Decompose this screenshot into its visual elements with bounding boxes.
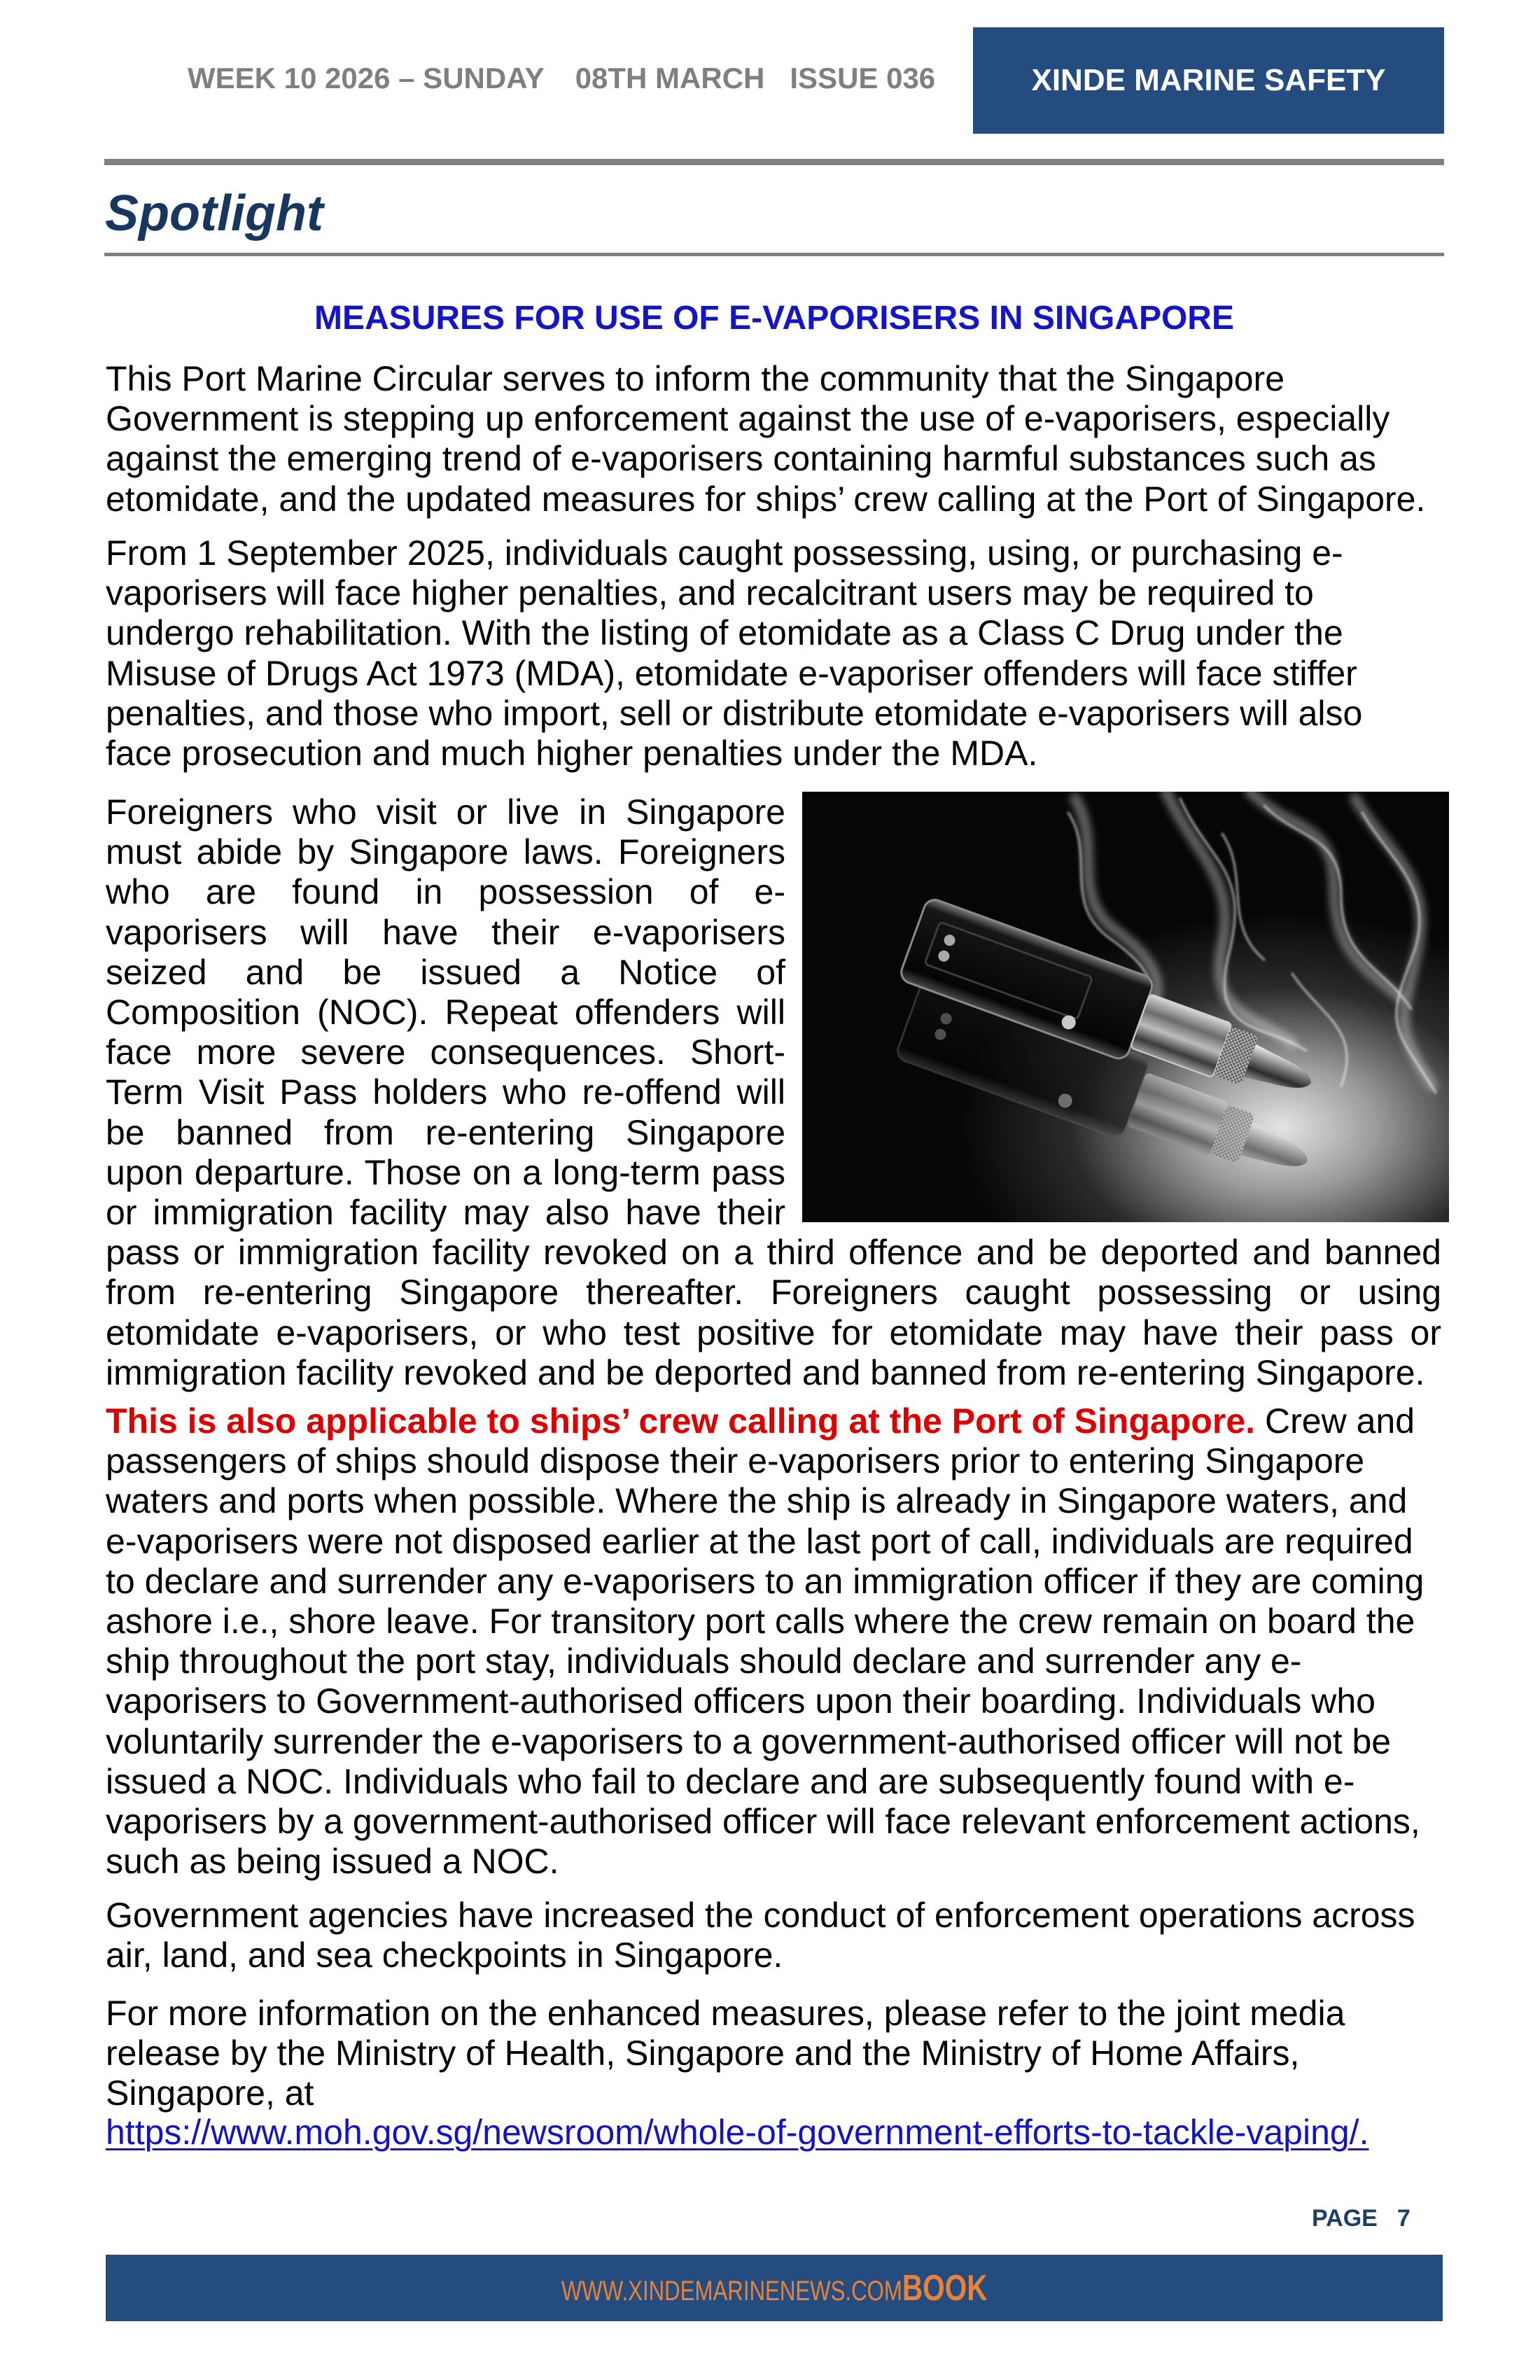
text-line: vaporisers will face higher penalties, and recalcitrant users may be required to bbox=[106, 573, 1314, 613]
section-divider bbox=[104, 253, 1444, 256]
text-line: pass or immigration facility revoked on a third offence and be deported and banned bbox=[106, 1233, 1441, 1273]
reference-link-block bbox=[106, 2113, 1368, 2152]
paragraph-penalties bbox=[106, 533, 1362, 774]
text-line: For more information on the enhanced measures, please refer to the joint media bbox=[106, 1994, 1345, 2033]
section-title: Spotlight bbox=[105, 186, 323, 241]
footer-banner bbox=[106, 2255, 1443, 2321]
text-line: to declare and surrender any e-vaporisers to an immigration officer if they are coming bbox=[106, 1561, 1424, 1601]
moh-media-release-link[interactable]: https://www.moh.gov.sg/newsroom/whole-of-government-efforts-to-tackle-vaping/. bbox=[106, 2113, 1369, 2152]
text-line: or immigration facility may also have their bbox=[106, 1193, 785, 1233]
text-line: such as being issued a NOC. bbox=[106, 1842, 559, 1882]
text-line: air, land, and sea checkpoints in Singapore. bbox=[106, 1935, 783, 1975]
paragraph-ship-crew bbox=[106, 1401, 1424, 1882]
footer-website-suffix: BOOK bbox=[902, 2267, 988, 2309]
text-line: Foreigners who visit or live in Singapore bbox=[106, 792, 785, 832]
text-line: passengers of ships should dispose their e-vaporisers prior to entering Singapore bbox=[106, 1441, 1365, 1481]
highlight-notice: This is also applicable to ships’ crew calling at the Port of Singapore. bbox=[106, 1401, 1256, 1441]
issue-week-day: WEEK 10 2026 – SUNDAY bbox=[188, 62, 545, 94]
brand-name: XINDE MARINE SAFETY bbox=[1031, 63, 1386, 97]
page-label: PAGE bbox=[1312, 2205, 1378, 2232]
text-line: voluntarily surrender the e-vaporisers to a government-authorised officer will not be bbox=[106, 1721, 1392, 1761]
text-line bbox=[106, 1401, 1424, 1441]
article-headline: MEASURES FOR USE OF E-VAPORISERS IN SINGAPORE bbox=[314, 300, 1234, 337]
text-line: penalties, and those who import, sell or distribute etomidate e-vaporisers will also bbox=[106, 693, 1363, 733]
text-line: issued a NOC. Individuals who fail to declare and are subsequently found with e- bbox=[106, 1761, 1355, 1801]
text-line: undergo rehabilitation. With the listing of etomidate as a Class C Drug under the bbox=[106, 613, 1343, 653]
issue-number: ISSUE 036 bbox=[790, 62, 936, 94]
text-line: Term Visit Pass holders who re-offend will bbox=[106, 1072, 785, 1112]
text-line: face prosecution and much higher penalties under the MDA. bbox=[106, 734, 1038, 774]
page-number bbox=[1312, 2206, 1410, 2230]
footer-website-url[interactable]: WWW.XINDEMARINENEWS.COM bbox=[561, 2275, 902, 2306]
text-line: etomidate, and the updated measures for ships’ crew calling at the Port of Singapore. bbox=[106, 479, 1426, 519]
footer-website[interactable] bbox=[561, 2267, 988, 2309]
text-line: against the emerging trend of e-vaporisers containing harmful substances such as bbox=[106, 439, 1376, 479]
page-number-value: 7 bbox=[1396, 2205, 1410, 2232]
text-line: ashore i.e., shore leave. For transitory port calls where the crew remain on board the bbox=[106, 1602, 1415, 1642]
text-line: e-vaporisers were not disposed earlier at the last port of call, individuals are required bbox=[106, 1521, 1413, 1561]
text-line: This Port Marine Circular serves to inform the community that the Singapore bbox=[106, 359, 1285, 398]
issue-line bbox=[188, 64, 935, 93]
text-run: Crew and bbox=[1265, 1401, 1415, 1441]
paragraph-enforcement bbox=[106, 1896, 1415, 1975]
issue-date: 08TH MARCH bbox=[575, 62, 765, 94]
text-line: vaporisers by a government-authorised officer will face relevant enforcement actions, bbox=[106, 1802, 1420, 1842]
text-line: Misuse of Drugs Act 1973 (MDA), etomidate e-vaporiser offenders will face stiffer bbox=[106, 653, 1357, 693]
text-line: vaporisers will have their e-vaporisers bbox=[106, 912, 785, 952]
e-vaporiser-photo bbox=[802, 792, 1449, 1222]
header-divider bbox=[104, 159, 1444, 165]
text-line: From 1 September 2025, individuals caught possessing, using, or purchasing e- bbox=[106, 533, 1343, 573]
text-line: Government agencies have increased the conduct of enforcement operations across bbox=[106, 1896, 1415, 1935]
text-line: vaporisers to Government-authorised officers upon their boarding. Individuals who bbox=[106, 1681, 1376, 1721]
text-line: seized and be issued a Notice of bbox=[106, 952, 785, 992]
brand-banner bbox=[973, 27, 1444, 134]
text-line: upon departure. Those on a long-term pass bbox=[106, 1152, 785, 1192]
e-vaporiser-illustration bbox=[802, 792, 1449, 1222]
text-line: be banned from re-entering Singapore bbox=[106, 1112, 785, 1152]
text-line: face more severe consequences. Short- bbox=[106, 1032, 785, 1072]
text-line: etomidate e-vaporisers, or who test positive for etomidate may have their pass or bbox=[106, 1312, 1441, 1352]
text-line: Composition (NOC). Repeat offenders will bbox=[106, 993, 785, 1032]
text-line: immigration facility revoked and be deported and banned from re-entering Singapore. bbox=[106, 1352, 1425, 1392]
text-line: waters and ports when possible. Where the ship is already in Singapore waters, and bbox=[106, 1481, 1408, 1521]
text-line: Singapore, at bbox=[106, 2073, 314, 2113]
text-line: who are found in possession of e- bbox=[106, 872, 785, 912]
text-line: release by the Ministry of Health, Singapore and the Ministry of Home Affairs, bbox=[106, 2033, 1300, 2073]
paragraph-intro bbox=[106, 359, 1425, 519]
text-line: from re-entering Singapore thereafter. Foreigners caught possessing or using bbox=[106, 1273, 1441, 1312]
text-line: ship throughout the port stay, individuals should declare and surrender any e- bbox=[106, 1642, 1302, 1681]
text-line: Government is stepping up enforcement against the use of e-vaporisers, especially bbox=[106, 399, 1390, 439]
paragraph-more-info bbox=[106, 1994, 1345, 2114]
text-line: must abide by Singapore laws. Foreigners bbox=[106, 832, 785, 872]
